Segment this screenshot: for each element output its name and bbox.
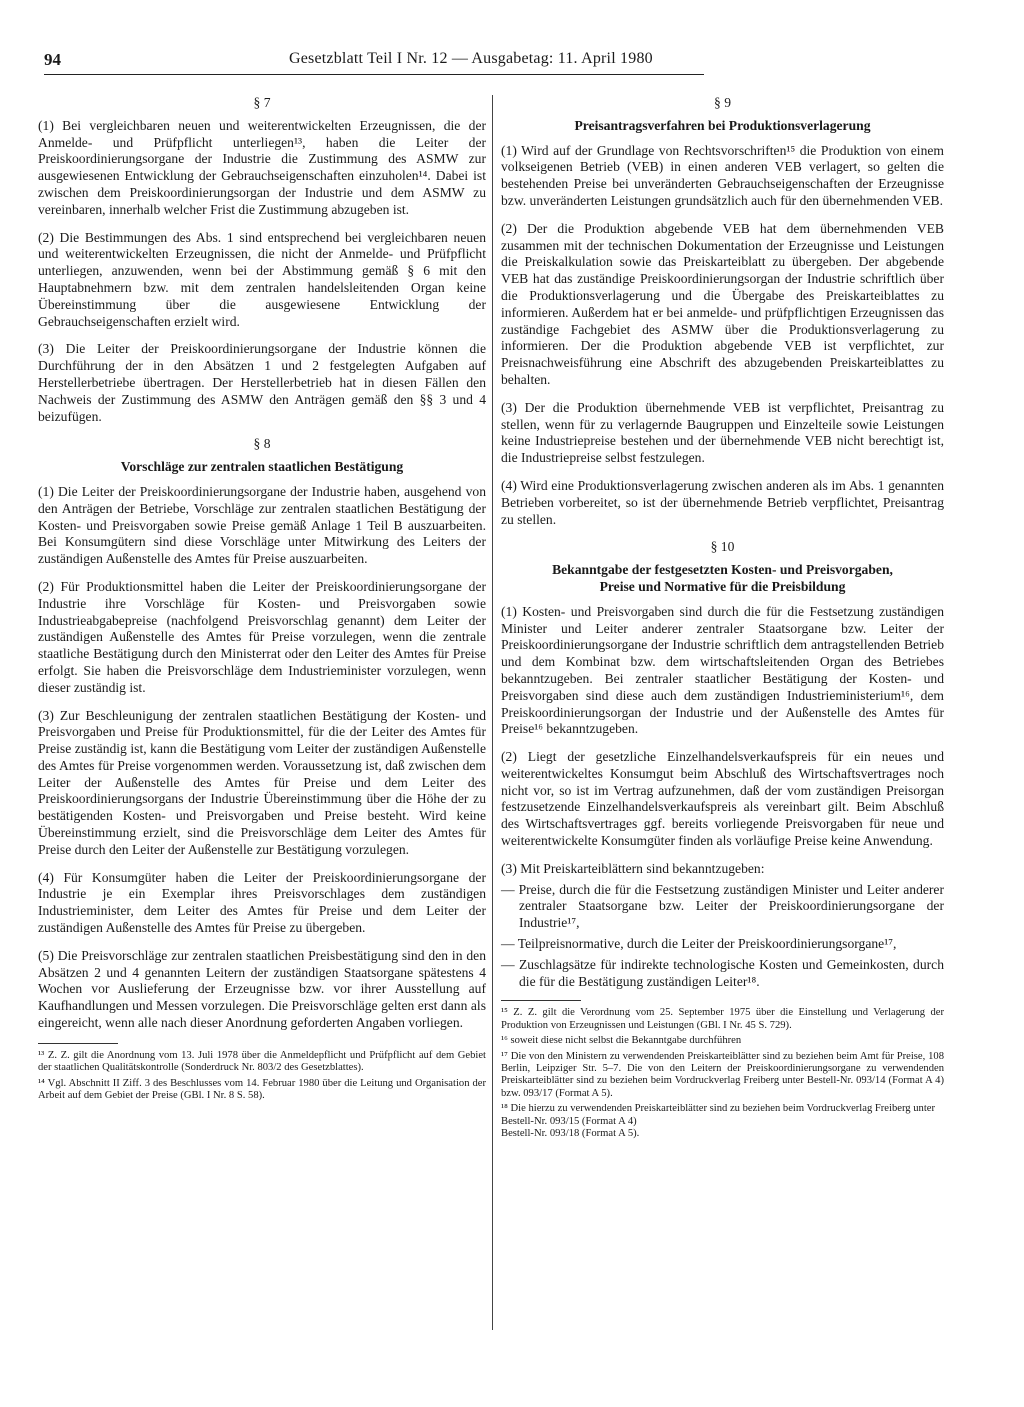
section-10-dash-item-3: — Zuschlagsätze für indirekte technologische Kosten und Gemeinkosten, durch die für die Bestätigung zuständigen Leiter¹⁸.: [501, 956, 944, 989]
section-7-heading: § 7: [253, 95, 271, 110]
section-8-paragraph-2: (2) Für Produktionsmittel haben die Leiter der Preiskoordinierungsorgane der Industrie ihre Vorschläge für Kosten- und Preisvorgaben sowie Industrieabgabepreise (nachfolgend Preisvorschlag genannt) dem Leiter der zuständigen Außenstelle des Amtes für Preise vorzulegen, wenn die zentrale staatliche Bestätigung durch den Ministerrat oder den Leiter des Amtes für Preise erfolgt. Sie haben die Preisvorschläge dem Industrieminister vorzulegen, wenn dieser zuständig ist.: [38, 578, 486, 695]
footnote-17: ¹⁷ Die von den Ministern zu verwendenden Preiskarteiblätter sind zu beziehen beim Amt für Preise, 108 Berlin, Leipziger Str. 5–7. Die von den Leitern der Preiskoordinierungsorgane zu verwendenden Preiskarteiblätter sind zu beziehen beim Vordruckverlag Freiberg unter Bestell-Nr. 093/14 (Format A 4) bzw. 093/17 (Format A 5).: [501, 1050, 944, 1099]
footnote-15: ¹⁵ Z. Z. gilt die Verordnung vom 25. September 1975 über die Einstellung und Verlagerung der Produktion von Erzeugnissen und Leistungen (GBl. I Nr. 45 S. 729).: [501, 1007, 944, 1031]
section-7-paragraph-3: (3) Die Leiter der Preiskoordinierungsorgane der Industrie können die Durchführung der in den Absätzen 1 und 2 festgelegten Aufgaben auf Herstellerbetriebe übertragen. Der Herstellerbetrieb hat in diesen Fällen den Nachweis der Zustimmung des ASMW den Anträgen gemäß den §§ 3 und 4 beizufügen.: [38, 341, 486, 424]
running-title: Gesetzblatt Teil I Nr. 12 — Ausgabetag: 11. April 1980: [289, 50, 653, 67]
section-9-title: Preisantragsverfahren bei Produktionsverlagerung: [574, 117, 871, 133]
page-header: [44, 50, 704, 75]
left-column: [38, 95, 486, 1105]
footnote-18-order-a4: Bestell-Nr. 093/15 (Format A 4): [501, 1115, 637, 1127]
section-10-title-line-1: Bekanntgabe der festgesetzten Kosten- und Preisvorgaben,: [552, 562, 893, 578]
right-column: [501, 95, 944, 1141]
section-10-title: [501, 562, 944, 596]
section-10-paragraph-3: (3) Mit Preiskarteiblättern sind bekanntzugeben:: [501, 860, 765, 876]
section-10-paragraph-1: (1) Kosten- und Preisvorgaben sind durch die für die Festsetzung zuständigen Minister und Leiter anderer zentraler Staatsorgane bzw. Leiter der Preiskoordinierungsorgane der Industrie schriftlich dem antragstellenden Betrieb und dem Kombinat bzw. dem wirtschaftsleitenden Organ des Betriebes bekanntzugeben. Bei zentraler staatlicher Bestätigung der Kosten- und Preisvorgaben sind diese auch dem zuständigen Industrieministerium¹⁶, dem Preiskoordinierungsorgan der Industrie und der Außenstelle des Amtes für Preise¹⁶ bekanntzugeben.: [501, 603, 944, 737]
section-7-paragraph-1: (1) Bei vergleichbaren neuen und weiterentwickelten Erzeugnissen, die der Anmelde- und Prüfpflicht unterliegen¹³, haben die Leiter der Preiskoordinierungsorgane der Industrie die Zustimmung des ASMW zur ausgewiesenen Entwicklung der Gebrauchseigenschaften einzuholen¹⁴. Dabei ist zwischen dem Preiskoordinierungsorgan der Industrie und dem ASMW zu vereinbaren, innerhalb welcher Frist die Zustimmung abzugeben ist.: [38, 117, 486, 217]
section-10-heading: § 10: [710, 539, 735, 555]
section-8-paragraph-5: (5) Die Preisvorschläge zur zentralen staatlichen Preisbestätigung sind den in den Absätzen 2 und 4 genannten Leitern der zuständigen Staatsorgane spätestens 4 Wochen vor Auslieferung der Erzeugnisse bzw. vor ihrer Ausstellung auf Kaufhandlungen und Messen vorzulegen. Die Preisvorschläge gelten erst dann als eingereicht, wenn alle nach dieser Anordnung geforderten Angaben vorliegen.: [38, 947, 486, 1031]
section-8-title: Vorschläge zur zentralen staatlichen Bestätigung: [120, 459, 404, 475]
section-9-paragraph-2: (2) Der die Produktion abgebende VEB hat dem übernehmenden VEB zusammen mit der technischen Dokumentation der Erzeugnisse und Leistungen die Preiskalkulation sowie das Preiskarteiblatt zu übergeben. Der abgebende VEB hat das zuständige Preiskoordinierungsorgan der Industrie schriftlich über die Produktionsverlagerung und die Übergabe des Preiskarteiblattes zu informieren. Außerdem hat er bei anmelde- und prüfpflichtigen Erzeugnissen das zuständige Fachgebiet des ASMW über die Produktionsverlagerung zu informieren. Der die Produktion abgebende VEB ist verpflichtet, zur Preisnachweisführung eine Abschrift des abzugebenden Preiskarteiblattes zu behalten.: [501, 220, 944, 387]
section-8-paragraph-3: (3) Zur Beschleunigung der zentralen staatlichen Bestätigung der Kosten- und Preisvorgaben und Preise für Produktionsmittel, für die der Leiter des Amtes für Preise zuständig ist, kann die Bestätigung vom Leiter der zuständigen Außenstelle des Amtes für Preise vorgenommen werden. Voraussetzung ist, daß zwischen dem Leiter der Außenstelle des Amtes für Preise und dem Leiter des Preiskoordinierungsorgans der Industrie Übereinstimmung über die Höhe der zu bestätigenden Kosten- und Preisvorgaben und Preise besteht. Wird keine Übereinstimmung erzielt, sind die Preisvorschläge dem Leiter des Amtes für Preise durch den Leiter der Außenstelle zur Bestätigung vorzulegen.: [38, 707, 486, 857]
footnote-18: ¹⁸ Die hierzu zu verwendenden Preiskarteiblätter sind zu beziehen beim Vordruckverlag Freiberg unter: [501, 1103, 935, 1115]
footnote-13: ¹³ Z. Z. gilt die Anordnung vom 13. Juli 1978 über die Anmeldepflicht und Prüfpflicht auf dem Gebiet der staatlichen Qualitätskontrolle (Sonderdruck Nr. 803/2 des Gesetzblattes).: [38, 1049, 486, 1074]
footnote-14: ¹⁴ Vgl. Abschnitt II Ziff. 3 des Beschlusses vom 14. Februar 1980 über die Leitung und Organisation der Arbeit auf dem Gebiet der Preise (GBl. I Nr. 8 S. 58).: [38, 1077, 486, 1102]
page-number: 94: [44, 50, 61, 69]
section-9-paragraph-4: (4) Wird eine Produktionsverlagerung zwischen anderen als im Abs. 1 genannten Betrieben vorbereitet, so ist der übernehmende Betrieb verpflichtet, Preisantrag zu stellen.: [501, 477, 944, 527]
section-8-paragraph-1: (1) Die Leiter der Preiskoordinierungsorgane der Industrie haben, ausgehend von den Anträgen der Betriebe, Vorschläge zur zentralen staatlichen Bestätigung der Kosten- und Preisvorgaben sowie Preise gemäß Anlage 1 Teil B auszuarbeiten. Bei Konsumgütern sind diese Vorschläge unter Mitwirkung des Leiters der zuständigen Außenstelle des Amtes für Preise auszuarbeiten.: [38, 483, 486, 567]
section-10-dash-item-1: — Preise, durch die für die Festsetzung zuständigen Minister und Leiter anderer zentraler Staatsorgane bzw. Leiter der Preiskoordinierungsorgane der Industrie¹⁷,: [501, 881, 944, 931]
section-10-dash-item-2: — Teilpreisnormative, durch die Leiter der Preiskoordinierungsorgane¹⁷,: [501, 936, 897, 952]
section-9-paragraph-1: (1) Wird auf der Grundlage von Rechtsvorschriften¹⁵ die Produktion von einem volkseigenen Betrieb (VEB) in einen anderen VEB verlagert, so gelten die bestehenden Preise bei unveränderten Gebrauchseigenschaften der Erzeugnisse bzw. unveränderten Leistungen grundsätzlich auch für den übernehmenden VEB.: [501, 142, 944, 208]
section-8-paragraph-4: (4) Für Konsumgüter haben die Leiter der Preiskoordinierungsorgane der Industrie je ein Exemplar ihres Preisvorschlages dem zuständigen Industrieminister, dem Leiter des Amtes für Preise und dem Leiter der zuständigen Außenstelle des Amtes für Preise zu übergeben.: [38, 869, 486, 936]
section-10-paragraph-2: (2) Liegt der gesetzliche Einzelhandelsverkaufspreis für ein neues und weiterentwickeltes Konsumgut beim Abschluß des Wirtschaftsvertrages noch nicht vor, so ist im Vertrag aufzunehmen, daß der vom zuständigen Preisorgan festzusetzende Einzelhandelsverkaufspreis als vereinbart gilt. Beim Abschluß des Wirtschaftsvertrages ggf. bereits vorliegende Preisvorgaben für neue und weiterentwickelte Konsumgüter finden als vorläufige Preise keine Anwendung.: [501, 749, 944, 849]
section-9-heading: § 9: [714, 95, 731, 110]
section-7-paragraph-2: (2) Die Bestimmungen des Abs. 1 sind entsprechend bei vergleichbaren neuen und weiterentwickelten Erzeugnissen, die nicht der Anmelde- und Prüfpflicht unterliegen, anzuwenden, wenn bei der Abstimmung gemäß § 6 mit den Hauptabnehmern bzw. mit dem zentralen handelsleitenden Organ keine Übereinstimmung über die ausgewiesene Entwicklung der Gebrauchseigenschaften erzielt wird.: [38, 229, 486, 329]
column-divider: [492, 95, 493, 1330]
footnote-18-order-a5: Bestell-Nr. 093/18 (Format A 5).: [501, 1128, 640, 1140]
footnote-16: ¹⁶ soweit diese nicht selbst die Bekanntgabe durchführen: [501, 1035, 742, 1047]
section-9-paragraph-3: (3) Der die Produktion übernehmende VEB ist verpflichtet, Preisantrag zu stellen, wenn für zu verlagernde Baugruppen und Einzelteile sowie Leistungen keine Industriepreise bestehen und der übernehmende VEB nicht berechtigt ist, die Industriepreise selbst festzulegen.: [501, 399, 944, 466]
footnote-divider: [38, 1043, 118, 1044]
section-8-heading: § 8: [253, 436, 271, 452]
section-10-title-line-2: Preise und Normative für die Preisbildung: [599, 578, 846, 594]
footnote-divider: [501, 1000, 581, 1001]
